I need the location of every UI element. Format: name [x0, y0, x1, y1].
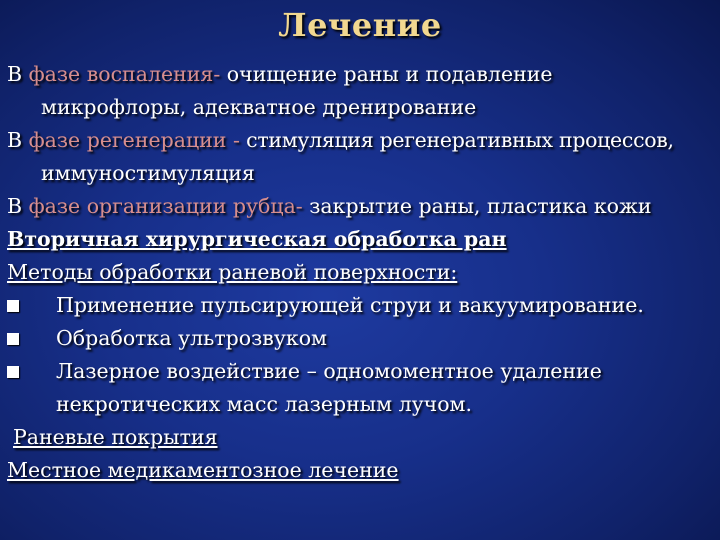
- phase-text-line1: стимуляция регенеративных процессов,: [239, 128, 674, 152]
- phase-name-inflammation: фазе воспаления-: [28, 62, 221, 86]
- phase-inflammation: [7, 58, 715, 124]
- wound-coverings-text: Раневые покрытия: [13, 425, 218, 449]
- local-treatment-text: Местное медикаментозное лечение: [7, 458, 399, 482]
- methods-heading: [7, 256, 715, 289]
- phase-prefix: В: [7, 194, 29, 218]
- method-text-line2: некротических масс лазерным лучом.: [56, 392, 473, 416]
- wound-coverings: [7, 421, 715, 454]
- phase-scar-organization: [7, 190, 715, 223]
- method-item: [7, 289, 715, 322]
- phase-prefix: В: [7, 62, 29, 86]
- phase-text-line1: закрытие раны, пластика кожи: [302, 194, 652, 218]
- slide-content: [7, 58, 715, 487]
- phase-name-scar: фазе организации рубца-: [28, 194, 303, 218]
- phase-name-regeneration: фазе регенерации -: [28, 128, 240, 152]
- phase-text-line2: микрофлоры, адекватное дренирование: [41, 95, 477, 119]
- methods-heading-text: Методы обработки раневой поверхности:: [7, 260, 458, 284]
- phase-regeneration: [7, 124, 715, 190]
- method-text: Обработка ультрозвуком: [56, 326, 328, 350]
- square-bullet-icon: [7, 333, 19, 345]
- slide-title: Лечение: [278, 6, 442, 44]
- phase-text-line2: иммуностимуляция: [41, 161, 255, 185]
- square-bullet-icon: [7, 366, 19, 378]
- secondary-treatment-text: Вторичная хирургическая обработка ран: [7, 227, 507, 251]
- method-text-line1: Лазерное воздействие – одномоментное удаление: [56, 359, 602, 383]
- secondary-treatment-heading: [7, 223, 715, 256]
- phase-prefix: В: [7, 128, 29, 152]
- square-bullet-icon: [7, 300, 19, 312]
- method-item: [7, 322, 715, 355]
- local-treatment: [7, 454, 715, 487]
- method-text: Применение пульсирующей струи и вакуумирование.: [56, 293, 644, 317]
- method-item: [7, 355, 715, 421]
- phase-text-line1: очищение раны и подавление: [220, 62, 553, 86]
